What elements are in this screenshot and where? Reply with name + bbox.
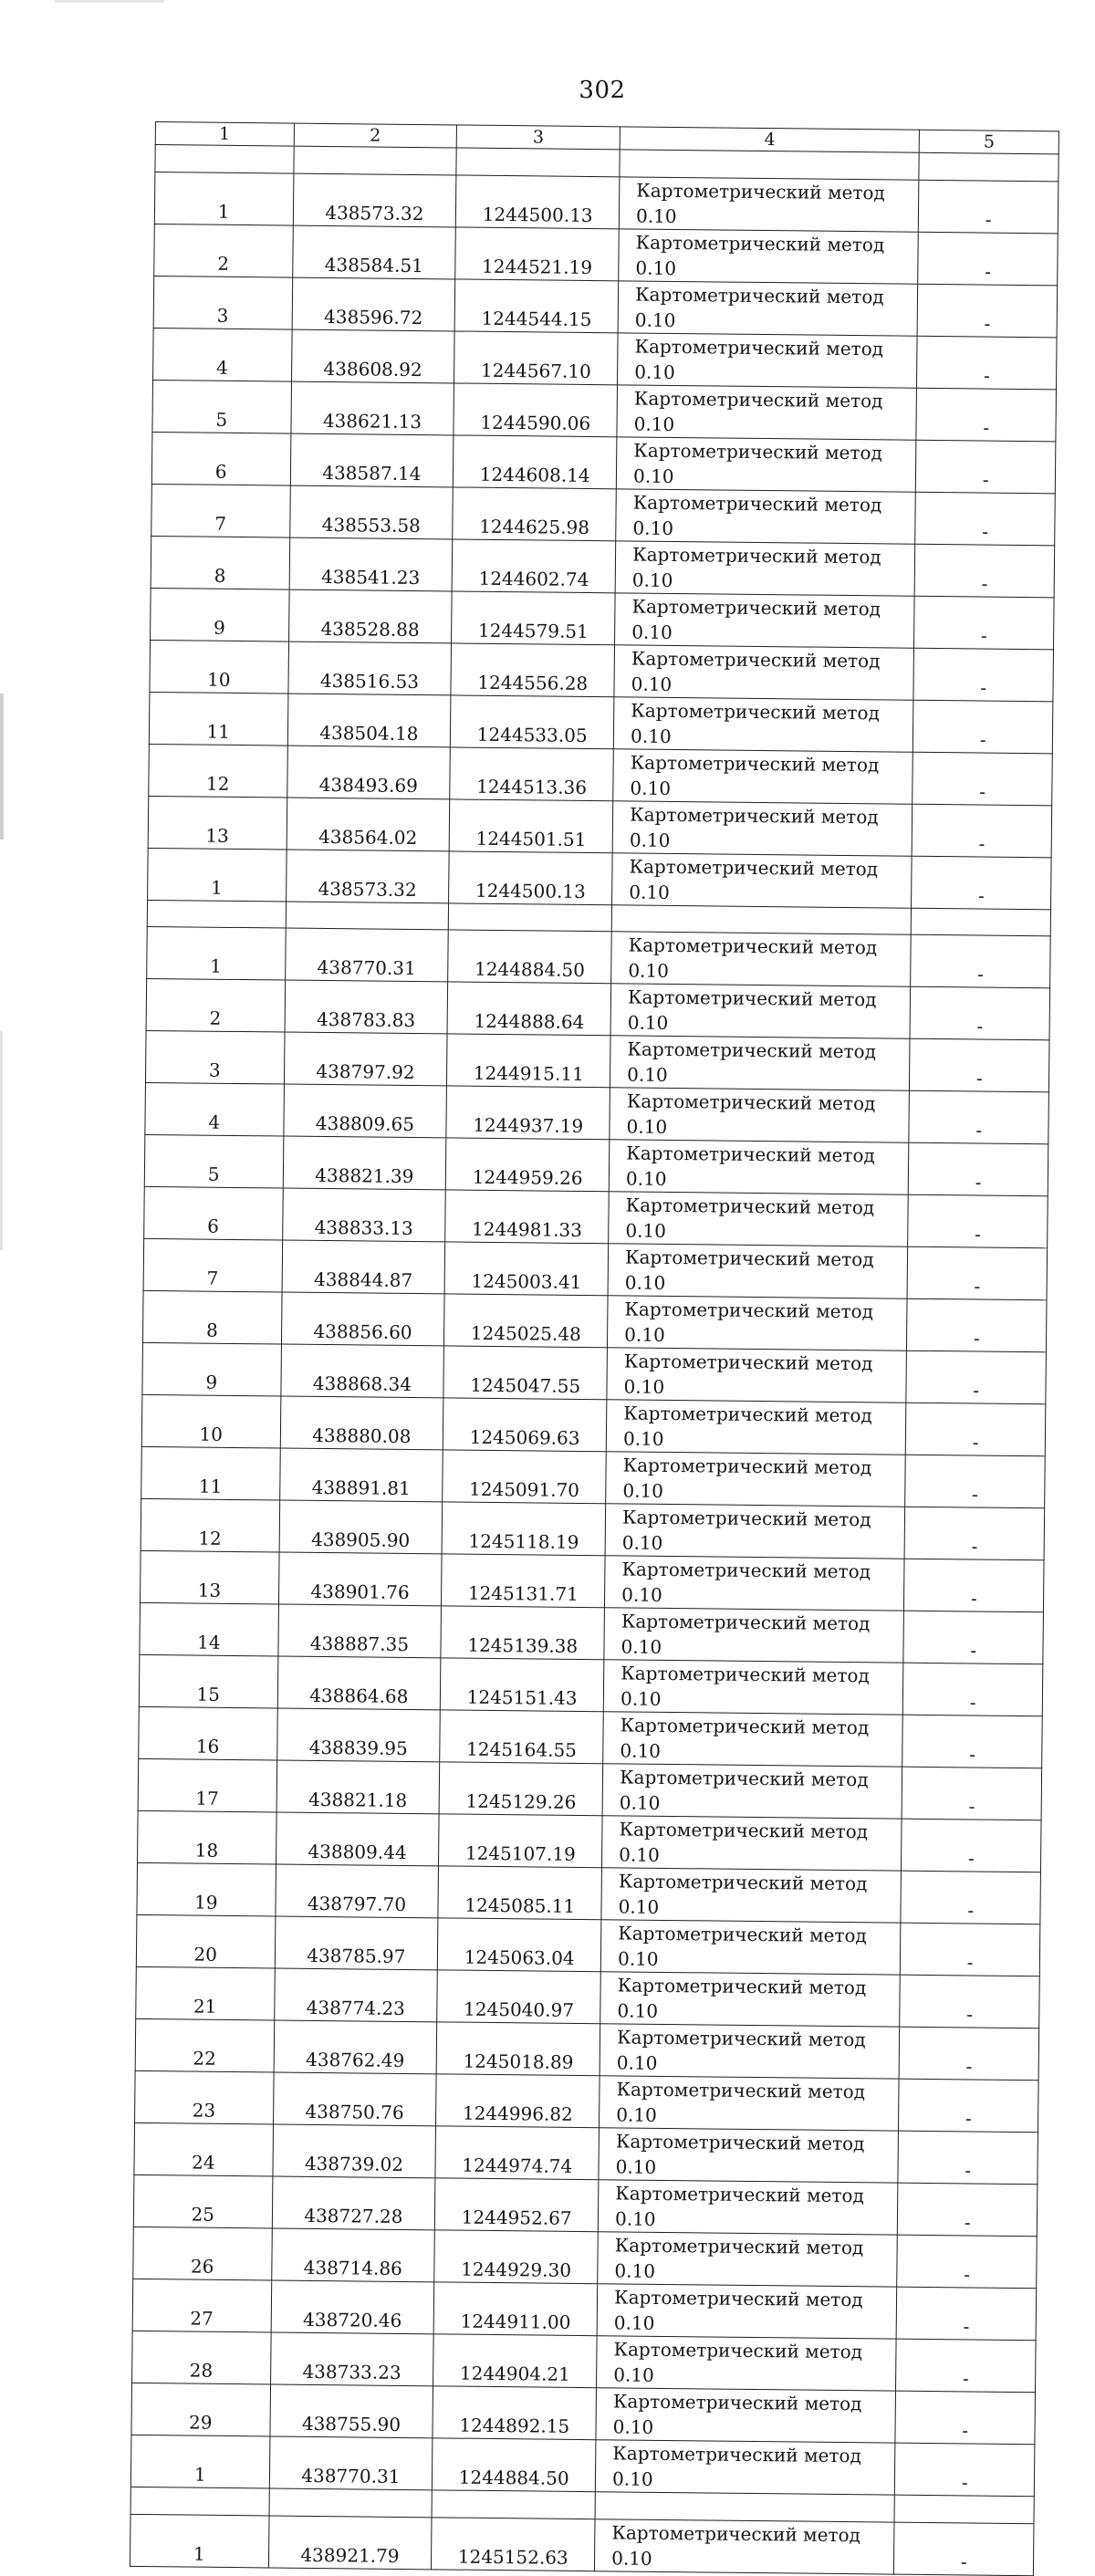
table-row — [154, 172, 1058, 233]
note-cell: - — [900, 1975, 1039, 2028]
y-coordinate-cell: 1245018.89 — [436, 2022, 600, 2076]
table-row — [147, 927, 1051, 988]
method-accuracy-cell: Картометрический метод 0.10 — [607, 1348, 907, 1403]
header-cell-2: 2 — [294, 123, 457, 148]
y-coordinate-cell: 1244521.19 — [455, 227, 619, 281]
table-row — [142, 1343, 1047, 1404]
note-cell: - — [910, 1038, 1049, 1092]
point-number-cell: 4 — [145, 1083, 284, 1137]
empty-cell — [894, 2495, 1034, 2523]
table-row — [137, 1863, 1041, 1924]
table-row — [132, 2279, 1037, 2341]
method-accuracy-cell: Картометрический метод 0.10 — [612, 852, 912, 907]
point-number-cell: 5 — [144, 1135, 283, 1189]
point-number-cell: 13 — [140, 1551, 278, 1605]
x-coordinate-cell: 438733.23 — [270, 2332, 433, 2386]
empty-cell — [286, 902, 449, 930]
empty-cell — [611, 904, 912, 934]
y-coordinate-cell: 1245085.11 — [438, 1866, 601, 1920]
method-accuracy-cell: Картометрический метод 0.10 — [600, 2024, 900, 2079]
x-coordinate-cell: 438596.72 — [292, 277, 455, 331]
table-row — [135, 2019, 1039, 2081]
table-row — [136, 1967, 1040, 2028]
method-accuracy-cell: Картометрический метод 0.10 — [612, 800, 912, 855]
page-number: 302 — [579, 77, 626, 104]
coordinates-table — [130, 121, 1059, 2576]
x-coordinate-cell: 438608.92 — [291, 329, 454, 383]
y-coordinate-cell: 1244911.00 — [433, 2282, 597, 2336]
method-accuracy-cell: Картометрический метод 0.10 — [599, 2128, 899, 2183]
y-coordinate-cell: 1244500.13 — [456, 175, 620, 229]
table-row — [141, 1447, 1046, 1508]
x-coordinate-cell: 438755.90 — [269, 2384, 433, 2438]
x-coordinate-cell: 438880.08 — [280, 1396, 443, 1450]
note-cell: - — [916, 440, 1056, 494]
note-cell: - — [915, 492, 1055, 546]
empty-cell — [620, 150, 920, 180]
point-number-cell: 26 — [133, 2227, 272, 2281]
y-coordinate-cell: 1244533.05 — [451, 695, 614, 749]
point-number-cell: 12 — [141, 1499, 279, 1553]
table-row — [134, 2123, 1038, 2185]
point-number-cell: 1 — [147, 927, 286, 981]
note-cell: - — [901, 1923, 1040, 1976]
x-coordinate-cell: 438541.23 — [289, 537, 453, 591]
x-coordinate-cell: 438809.65 — [283, 1084, 446, 1138]
scan-edge-mark — [0, 1031, 3, 1250]
x-coordinate-cell: 438573.32 — [286, 850, 449, 903]
x-coordinate-cell: 438739.02 — [272, 2124, 435, 2178]
header-cell-1: 1 — [155, 122, 294, 147]
method-accuracy-cell: Картометрический метод 0.10 — [601, 1868, 902, 1923]
y-coordinate-cell: 1245152.63 — [432, 2518, 595, 2571]
point-number-cell: 3 — [153, 276, 292, 329]
x-coordinate-cell: 438887.35 — [277, 1604, 441, 1658]
x-coordinate-cell: 438921.79 — [268, 2516, 432, 2570]
y-coordinate-cell: 1245164.55 — [440, 1710, 603, 1764]
method-accuracy-cell: Картометрический метод 0.10 — [602, 1816, 902, 1871]
y-coordinate-cell: 1245047.55 — [443, 1346, 607, 1400]
method-accuracy-cell: Картометрический метод 0.10 — [603, 1660, 903, 1715]
note-cell: - — [895, 2443, 1035, 2497]
note-cell: - — [899, 2079, 1038, 2133]
point-number-cell: 11 — [141, 1447, 280, 1501]
y-coordinate-cell: 1244974.74 — [435, 2126, 599, 2180]
method-accuracy-cell: Картометрический метод 0.10 — [595, 2440, 895, 2495]
table-row — [143, 1239, 1048, 1300]
table-row — [153, 328, 1058, 389]
y-coordinate-cell: 1244567.10 — [454, 331, 618, 385]
method-accuracy-cell: Картометрический метод 0.10 — [616, 436, 916, 491]
point-number-cell: 1 — [154, 172, 293, 225]
point-number-cell: 24 — [134, 2123, 273, 2177]
method-accuracy-cell: Картометрический метод 0.10 — [602, 1764, 902, 1819]
method-accuracy-cell: Картометрический метод 0.10 — [619, 176, 919, 231]
x-coordinate-cell: 438774.23 — [274, 1968, 437, 2022]
method-accuracy-cell: Картометрический метод 0.10 — [600, 1972, 901, 2027]
table-row — [152, 380, 1057, 441]
x-coordinate-cell: 438493.69 — [287, 746, 450, 799]
table-row — [138, 1759, 1042, 1820]
note-cell: - — [897, 2235, 1037, 2289]
point-number-cell: 13 — [148, 796, 287, 850]
note-cell: - — [900, 2027, 1039, 2081]
method-accuracy-cell: Картометрический метод 0.10 — [603, 1712, 903, 1767]
table-row — [149, 744, 1053, 805]
table-row — [148, 796, 1052, 857]
table-row — [130, 2435, 1035, 2497]
empty-cell — [449, 903, 612, 932]
method-accuracy-cell: Картометрический метод 0.10 — [605, 1556, 905, 1611]
empty-cell — [595, 2492, 895, 2522]
y-coordinate-cell: 1244608.14 — [454, 435, 617, 489]
point-number-cell: 11 — [149, 692, 287, 746]
x-coordinate-cell: 438891.81 — [279, 1448, 443, 1502]
y-coordinate-cell: 1244884.50 — [448, 930, 611, 984]
point-number-cell: 20 — [136, 1915, 275, 1969]
x-coordinate-cell: 438821.39 — [283, 1136, 446, 1190]
note-cell: - — [913, 700, 1053, 754]
point-number-cell: 7 — [143, 1239, 282, 1293]
point-number-cell: 2 — [154, 224, 293, 277]
table-row — [131, 2383, 1036, 2445]
method-accuracy-cell: Картометрический метод 0.10 — [605, 1504, 905, 1559]
point-number-cell: 18 — [138, 1811, 276, 1865]
x-coordinate-cell: 438750.76 — [273, 2072, 436, 2126]
method-accuracy-cell: Картометрический метод 0.10 — [613, 696, 913, 751]
note-cell: - — [903, 1663, 1043, 1716]
note-cell: - — [904, 1507, 1044, 1560]
point-number-cell: 15 — [139, 1655, 277, 1709]
table-row — [149, 692, 1053, 753]
table-row — [146, 979, 1050, 1040]
table-row — [141, 1395, 1046, 1456]
note-cell: - — [918, 284, 1058, 338]
note-cell: - — [919, 180, 1058, 234]
point-number-cell: 6 — [144, 1187, 283, 1241]
note-cell: - — [902, 1767, 1041, 1820]
scan-top-mark — [55, 0, 164, 3]
point-number-cell: 27 — [132, 2279, 271, 2333]
empty-cell — [919, 152, 1058, 181]
method-accuracy-cell: Картометрический метод 0.10 — [604, 1608, 904, 1663]
method-accuracy-cell: Картометрический метод 0.10 — [615, 540, 915, 595]
point-number-cell: 2 — [146, 979, 285, 1033]
note-cell: - — [894, 2522, 1034, 2576]
method-accuracy-cell: Картометрический метод 0.10 — [618, 280, 918, 335]
table-row — [138, 1811, 1042, 1872]
y-coordinate-cell: 1244915.11 — [447, 1034, 610, 1088]
x-coordinate-cell: 438901.76 — [278, 1552, 442, 1606]
x-coordinate-cell: 438905.90 — [279, 1500, 443, 1554]
point-number-cell: 6 — [151, 432, 290, 485]
table-row — [133, 2227, 1038, 2289]
x-coordinate-cell: 438783.83 — [285, 980, 448, 1034]
y-coordinate-cell: 1244981.33 — [445, 1190, 609, 1244]
y-coordinate-cell: 1244892.15 — [433, 2386, 596, 2440]
point-number-cell: 10 — [141, 1395, 280, 1449]
method-accuracy-cell: Картометрический метод 0.10 — [608, 1296, 908, 1351]
table-row — [153, 276, 1058, 337]
method-accuracy-cell: Картометрический метод 0.10 — [617, 384, 917, 439]
y-coordinate-cell: 1244959.26 — [446, 1138, 610, 1192]
point-number-cell: 3 — [145, 1031, 284, 1085]
y-coordinate-cell: 1245118.19 — [442, 1502, 605, 1556]
method-accuracy-cell: Картометрический метод 0.10 — [600, 1920, 901, 1975]
y-coordinate-cell: 1245025.48 — [444, 1294, 608, 1348]
method-accuracy-cell: Картометрический метод 0.10 — [606, 1452, 906, 1507]
note-cell: - — [902, 1819, 1041, 1872]
note-cell: - — [908, 1194, 1048, 1248]
table-row — [141, 1499, 1045, 1560]
point-number-cell: 28 — [132, 2331, 271, 2385]
method-accuracy-cell: Картометрический метод 0.10 — [597, 2284, 897, 2339]
note-cell: - — [918, 232, 1058, 286]
x-coordinate-cell: 438844.87 — [282, 1240, 445, 1294]
method-accuracy-cell: Картометрический метод 0.10 — [598, 2180, 898, 2235]
point-number-cell: 5 — [152, 380, 291, 433]
x-coordinate-cell: 438770.31 — [285, 928, 448, 982]
x-coordinate-cell: 438553.58 — [289, 485, 453, 539]
point-number-cell: 9 — [142, 1343, 281, 1397]
table-row — [154, 224, 1058, 285]
point-number-cell: 1 — [130, 2514, 268, 2568]
method-accuracy-cell: Картометрический метод 0.10 — [606, 1400, 906, 1455]
y-coordinate-cell: 1244884.50 — [433, 2438, 596, 2492]
empty-cell — [155, 145, 294, 173]
note-cell: - — [906, 1403, 1046, 1456]
x-coordinate-cell: 438528.88 — [288, 589, 452, 643]
x-coordinate-cell: 438856.60 — [281, 1292, 444, 1346]
y-coordinate-cell: 1245003.41 — [444, 1242, 608, 1296]
method-accuracy-cell: Картометрический метод 0.10 — [609, 1192, 909, 1246]
coordinates-table-container — [130, 121, 1059, 2576]
table-row — [142, 1291, 1047, 1352]
x-coordinate-cell: 438839.95 — [276, 1708, 440, 1762]
x-coordinate-cell: 438809.44 — [276, 1812, 439, 1866]
point-number-cell: 22 — [135, 2019, 274, 2073]
method-accuracy-cell: Картометрический метод 0.10 — [600, 2076, 900, 2131]
x-coordinate-cell: 438864.68 — [277, 1656, 441, 1710]
note-cell: - — [906, 1351, 1046, 1404]
empty-cell — [147, 900, 286, 928]
note-cell: - — [910, 986, 1049, 1040]
table-row — [140, 1551, 1044, 1612]
x-coordinate-cell: 438714.86 — [271, 2228, 434, 2282]
method-accuracy-cell: Картометрический метод 0.10 — [614, 644, 914, 699]
table-row — [139, 1655, 1043, 1716]
point-number-cell: 19 — [137, 1863, 276, 1917]
note-cell: - — [917, 336, 1057, 390]
method-accuracy-cell: Картометрический метод 0.10 — [613, 748, 913, 803]
method-accuracy-cell: Картометрический метод 0.10 — [610, 1036, 911, 1090]
note-cell: - — [898, 2183, 1038, 2237]
x-coordinate-cell: 438504.18 — [287, 694, 451, 747]
note-cell: - — [897, 2287, 1037, 2341]
header-cell-5: 5 — [920, 130, 1059, 154]
table-row — [144, 1135, 1048, 1196]
y-coordinate-cell: 1244888.64 — [447, 982, 610, 1036]
y-coordinate-cell: 1245063.04 — [438, 1918, 601, 1972]
note-cell: - — [907, 1246, 1047, 1300]
y-coordinate-cell: 1244602.74 — [452, 539, 615, 593]
table-row — [151, 588, 1055, 649]
table-row — [144, 1187, 1048, 1248]
note-cell: - — [904, 1559, 1044, 1612]
empty-cell — [432, 2490, 595, 2519]
point-number-cell: 17 — [138, 1759, 276, 1813]
note-cell: - — [912, 804, 1052, 858]
point-number-cell: 10 — [150, 640, 288, 694]
method-accuracy-cell: Картометрический метод 0.10 — [596, 2388, 896, 2443]
point-number-cell: 16 — [139, 1707, 277, 1761]
x-coordinate-cell: 438868.34 — [280, 1344, 443, 1398]
empty-cell — [456, 148, 620, 176]
method-accuracy-cell: Картометрический метод 0.10 — [616, 488, 916, 543]
point-number-cell: 12 — [149, 744, 287, 798]
point-number-cell: 4 — [153, 328, 292, 381]
y-coordinate-cell: 1244556.28 — [451, 643, 614, 697]
x-coordinate-cell: 438516.53 — [287, 641, 451, 695]
x-coordinate-cell: 438785.97 — [275, 1916, 438, 1970]
y-coordinate-cell: 1244625.98 — [453, 487, 616, 541]
point-number-cell: 21 — [136, 1967, 275, 2021]
note-cell: - — [912, 752, 1052, 806]
y-coordinate-cell: 1244590.06 — [454, 383, 617, 437]
x-coordinate-cell: 438564.02 — [287, 798, 450, 851]
empty-cell — [293, 146, 456, 174]
note-cell: - — [913, 648, 1053, 702]
y-coordinate-cell: 1244544.15 — [454, 279, 618, 333]
method-accuracy-cell: Картометрический метод 0.10 — [598, 2232, 898, 2287]
x-coordinate-cell: 438762.49 — [274, 2020, 437, 2074]
method-accuracy-cell: Картометрический метод 0.10 — [611, 932, 912, 986]
y-coordinate-cell: 1244501.51 — [449, 799, 612, 853]
point-number-cell: 1 — [148, 848, 287, 902]
x-coordinate-cell: 438573.32 — [293, 173, 456, 227]
method-accuracy-cell: Картометрический метод 0.10 — [608, 1244, 908, 1298]
y-coordinate-cell: 1244929.30 — [434, 2230, 598, 2284]
note-cell: - — [895, 2391, 1035, 2445]
x-coordinate-cell: 438584.51 — [292, 225, 455, 279]
method-accuracy-cell: Картометрический метод 0.10 — [609, 1140, 909, 1194]
note-cell: - — [901, 1871, 1040, 1924]
x-coordinate-cell: 438821.18 — [276, 1760, 440, 1814]
point-number-cell: 8 — [142, 1291, 281, 1345]
point-number-cell: 9 — [151, 588, 289, 641]
x-coordinate-cell: 438797.70 — [275, 1864, 438, 1918]
table-row — [130, 2514, 1034, 2575]
method-accuracy-cell: Картометрический метод 0.10 — [615, 592, 915, 647]
x-coordinate-cell: 438727.28 — [272, 2176, 435, 2230]
table-row — [139, 1707, 1043, 1768]
note-cell: - — [903, 1611, 1043, 1664]
table-row — [151, 484, 1056, 545]
x-coordinate-cell: 438587.14 — [290, 433, 454, 487]
y-coordinate-cell: 1245069.63 — [443, 1398, 607, 1452]
point-number-cell: 29 — [131, 2383, 270, 2437]
x-coordinate-cell: 438770.31 — [269, 2436, 433, 2490]
note-cell: - — [912, 856, 1051, 910]
note-cell: - — [905, 1455, 1045, 1508]
note-cell: - — [911, 934, 1050, 988]
x-coordinate-cell: 438797.92 — [284, 1032, 447, 1086]
method-accuracy-cell: Картометрический метод 0.10 — [610, 1088, 910, 1142]
note-cell: - — [896, 2339, 1036, 2393]
empty-cell — [130, 2487, 269, 2516]
y-coordinate-cell: 1245107.19 — [439, 1814, 602, 1868]
y-coordinate-cell: 1244996.82 — [436, 2074, 600, 2128]
method-accuracy-cell: Картометрический метод 0.10 — [618, 332, 918, 387]
table-row — [133, 2175, 1038, 2237]
point-number-cell: 8 — [151, 536, 289, 589]
y-coordinate-cell: 1244500.13 — [449, 851, 612, 905]
table-row — [145, 1031, 1049, 1092]
table-row — [150, 640, 1054, 701]
note-cell: - — [902, 1715, 1042, 1768]
scan-edge-mark — [0, 694, 4, 840]
table-row — [151, 432, 1056, 493]
empty-cell — [912, 908, 1051, 936]
note-cell: - — [916, 388, 1056, 442]
y-coordinate-cell: 1244952.67 — [435, 2178, 599, 2232]
x-coordinate-cell: 438833.13 — [282, 1188, 445, 1242]
note-cell: - — [909, 1142, 1048, 1196]
y-coordinate-cell: 1245091.70 — [443, 1450, 606, 1504]
method-accuracy-cell: Картометрический метод 0.10 — [597, 2336, 897, 2391]
y-coordinate-cell: 1244937.19 — [446, 1086, 610, 1140]
note-cell: - — [898, 2131, 1038, 2185]
empty-cell — [269, 2488, 433, 2517]
header-cell-3: 3 — [457, 125, 620, 150]
point-number-cell: 1 — [130, 2435, 269, 2489]
note-cell: - — [907, 1298, 1047, 1352]
table-row — [135, 2071, 1039, 2133]
table-row — [145, 1083, 1049, 1144]
table-row — [140, 1603, 1044, 1664]
y-coordinate-cell: 1244513.36 — [450, 747, 613, 801]
x-coordinate-cell: 438621.13 — [290, 381, 454, 435]
y-coordinate-cell: 1245131.71 — [442, 1554, 605, 1608]
table-row — [136, 1915, 1040, 1976]
method-accuracy-cell: Картометрический метод 0.10 — [595, 2519, 895, 2573]
table-row — [151, 536, 1055, 597]
x-coordinate-cell: 438720.46 — [271, 2280, 434, 2334]
method-accuracy-cell: Картометрический метод 0.10 — [610, 984, 911, 1038]
y-coordinate-cell: 1244904.21 — [433, 2334, 597, 2388]
header-cell-4: 4 — [620, 127, 920, 152]
table-row — [148, 848, 1052, 909]
method-accuracy-cell: Картометрический метод 0.10 — [619, 228, 919, 283]
point-number-cell: 7 — [151, 484, 290, 537]
note-cell: - — [914, 596, 1054, 650]
y-coordinate-cell: 1245139.38 — [441, 1606, 604, 1660]
point-number-cell: 23 — [135, 2071, 274, 2125]
point-number-cell: 14 — [140, 1603, 278, 1657]
point-number-cell: 25 — [133, 2175, 272, 2229]
note-cell: - — [909, 1090, 1048, 1144]
y-coordinate-cell: 1245129.26 — [439, 1762, 602, 1816]
note-cell: - — [915, 544, 1055, 598]
y-coordinate-cell: 1245040.97 — [437, 1970, 600, 2024]
table-row — [132, 2331, 1037, 2393]
y-coordinate-cell: 1245151.43 — [441, 1658, 604, 1712]
y-coordinate-cell: 1244579.51 — [452, 591, 615, 645]
